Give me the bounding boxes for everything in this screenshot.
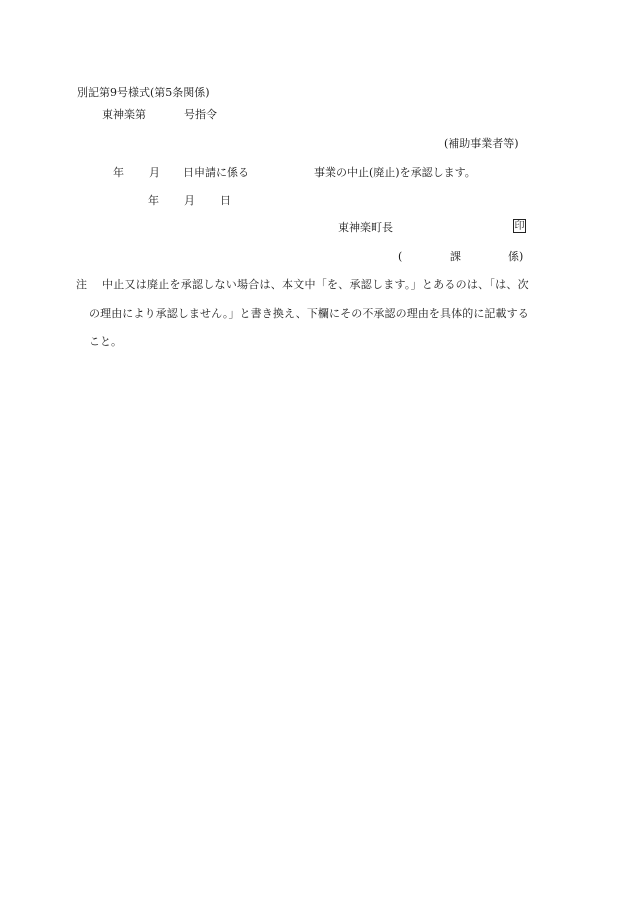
issuer-title: 東神楽町長 <box>338 221 393 234</box>
note-line-3: こと。 <box>89 335 122 348</box>
contact-section: 課 <box>450 250 461 263</box>
note-line-2: の理由により承認しません。」と書き換え、下欄にその不承認の理由を具体的に記載する <box>89 307 529 320</box>
doc-number-prefix: 東神楽第 <box>102 108 146 121</box>
date-day: 日 <box>220 194 231 207</box>
body-application-day: 日申請に係る <box>183 166 249 179</box>
date-year: 年 <box>148 194 159 207</box>
form-title: 別記第9号様式(第5条関係) <box>77 86 210 99</box>
addressee: (補助事業者等) <box>444 137 519 150</box>
body-month: 月 <box>149 166 160 179</box>
contact-staff: 係) <box>508 250 524 263</box>
seal-stamp: 印 <box>514 221 525 232</box>
body-year: 年 <box>113 166 124 179</box>
note-line-1: 中止又は廃止を承認しない場合は、本文中「を、承認します。」とあるのは、「は、次 <box>102 278 529 291</box>
approval-text: 事業の中止(廃止)を承認します。 <box>314 166 476 179</box>
contact-open-paren: ( <box>398 250 403 263</box>
doc-number-suffix: 号指令 <box>184 108 217 121</box>
note-label: 注 <box>76 278 87 291</box>
date-month: 月 <box>184 194 195 207</box>
